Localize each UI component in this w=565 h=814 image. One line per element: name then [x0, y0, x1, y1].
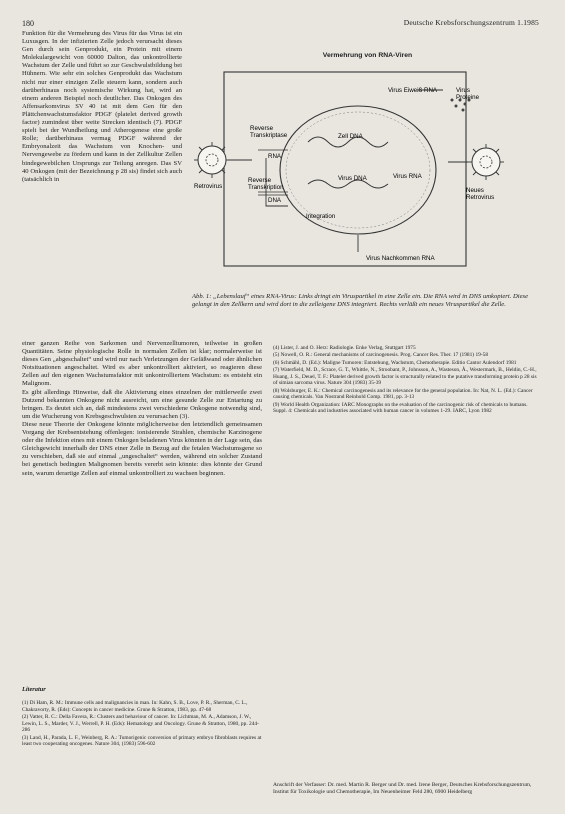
label-integration: Integration	[306, 213, 336, 220]
new-retrovirus-particle	[468, 144, 504, 180]
label-line: Reverse	[248, 177, 272, 184]
body-text-main	[22, 340, 262, 478]
reference: (8) Wolsburger, E. K.: Chemical carcinogenesis and its relevance for the general population. In: Nat, N. L. (Ed.): Cancer causing chemicals. Van Nostrand Reinhold Comp. 1981, pp. 3-13	[273, 387, 533, 401]
reference: (4) Lister, J. and O. Herz: Radiologie. Enke Verlag, Stuttgart 1975	[273, 345, 416, 351]
label-line: Virus	[456, 87, 470, 94]
label-line: Reverse	[250, 125, 274, 132]
label-virus-proteins	[456, 87, 480, 101]
reference: (5) Nowell, O. R.: General mechanisms of carcinogenesis. Prog. Cancer Res. Ther. 17 (1981) 19-58	[273, 352, 489, 359]
cell-membrane	[224, 72, 466, 266]
label-reverse-transcriptase	[250, 125, 288, 139]
author-address: Anschrift der Verfasser: Dr. med. Martin R. Berger und Dr. med. Irene Berger, Deutsches Krebsforschungszentrum, Institut für Toxikologie und Chemotherapie, Im Neuenheimer Feld 280, 6900 Heidelberg	[273, 782, 532, 795]
reference: (9) World Health Organization: IARC Monographs on the evaluation of the carcinogenic risk of chemicals to humans. Suppl. 4: Chemicals and industries associated with human cancer in volumes 1-29. IARC, Lyon 1982	[273, 401, 528, 415]
body-text-left-top	[22, 30, 182, 184]
label-virus-offspring-rna: Virus Nachkommen RNA	[366, 255, 435, 262]
label-virus-proteins-1	[456, 87, 480, 101]
figure-title: Vermehrung von RNA-Viren	[322, 52, 413, 59]
paragraph: Funktion für die Vermehrung des Virus für das Virus ist ein Luxusgen. In der infizierten Zelle jedoch verursacht dieses Gen durch sein Genprodukt, ein Protein mit einem Molekulargewicht von 60000 Dalton, das unkontrollierte Wachstum der Zelle und führt so zur Geschwulstbildung bei Hühnern. Wie sehr ein solches Genprodukt das Wachstum nicht nur einer einzigen Zelle steuern kann, sondern auch darüberhinaus noch systemische Wirkung hat, wird an einem anderen Beispiel noch deutlicher. Das Onkogen des Affensarkomvirus SV 40 ist mit dem Gen für den Plättchenwachstumsfaktor PDGF (platelet derived growth factor) zumindest über weite Strecken identisch (7). PDGF spielt bei der Wundheilung und Atherogenese eine große Rolle; darüberhinaus vermag PDGF während der Embryonalzeit das Wachstum von Knochen- und Nervengewebe zu fördern und kann in der Zellkultur Zellen bindegewebilchen Ursprungs zur Teilung anregen. Das SV 40 Onkogen (mit der Bezeichnung p 28 sis) findet sich auch (tatsächlich in	[22, 30, 182, 183]
label-virus-rna-mid: Virus RNA	[393, 173, 422, 180]
label-line: Transkriptase	[250, 132, 288, 139]
references-right	[273, 345, 541, 416]
journal-header: Deutsche Krebsforschungszentrum 1.1985	[403, 18, 539, 27]
label-zell-dna: Zell DNA	[338, 133, 363, 140]
cell-nucleus	[280, 106, 436, 234]
rna-virus-diagram	[188, 30, 548, 292]
label-virus-dna: Virus DNA	[338, 175, 367, 182]
retrovirus-particle	[194, 142, 230, 178]
label-reverse-transcription	[248, 177, 284, 191]
label-retrovirus: Retrovirus	[194, 183, 223, 190]
label-rna: RNA	[268, 153, 282, 160]
label-new-retrovirus	[466, 187, 494, 201]
reference: (1) Di Ham, R. M.: Immune cells and malignancies in man. In: Kahn, S. B., Love, P. R., Sherman, C. L., Chakravorty, R. (Eds): Concepts in cancer medicine. Grune & Stratton, 1983, pp. 47-68	[22, 700, 248, 713]
reference: (3) Land, H., Parada, L. F., Weinberg, R. A.: Tumorigenic conversion of primary embryo fibroblasts requires at least two cooperating oncogenes. Nature 304, (1983) 596-602	[22, 734, 262, 748]
reference: (6) Schmähl, D. (Ed.): Maligne Tumoren: Entstehung, Wachstum, Chemotherapie. Editio Cantor Aulendorf 1981	[273, 359, 517, 366]
label-line: Neues	[466, 187, 484, 194]
paragraph-main: einer ganzen Reihe von Sarkomen und Nervenzelltumoren, teilweise in großen Quantitäten. Seine physiologische Rolle in normalen Zellen ist klar; normalerweise ist dieses Gen „abgeschaltet“ und wird nur nach Verletzungen der Gefäßwand oder ähnlichen Notsituationen angeschaltet. Wird es aber unkontrolliert aktiviert, so reagieren diese Zellen auf den eigenen Wachstumsfaktor mit unkontrolliertem Wachstum: es entsteht ein Malignom. Es gibt allerdings Hinweise, daß die Aktivierung eines einzelnen der mittlerweile zwei Dutzend bekannten Onkogene nicht ausreicht, um eine gesunde Zelle zur Entartung zu bringen. Es deutet sich an, daß mindestens zwei verschiedene Onkogene notwendig sind, um die Wucherung von Krebsgeschwulsten zu verursachen (3). Diese neue Theorie der Onkogene könnte möglicherweise den letztendlich gemeinsamen Vorgang der Krebsentstehung offenlegen: ionisierende Strahlen, chemische Karzinogene oder die Infektion eines mit einem Onkogen beladenen Virus könnten in der Lage sein, das Gleichgewicht innerhalb der DNS einer Zelle in Bezug auf die fetalen Wachstumsgene so zu verschieben, daß sie auf einmal „ungeschaltet“ werden, während ein solcher Zustand bei genetisch bedingten Malignomen bereits vererbt sein könnte: dies könnte der Grund sein, warum derartige Zellen auf einmal unkontrolliert zu wachsen beginnen.	[22, 340, 262, 477]
label-virus-rna-top: Virus Eiweiß RNA	[388, 87, 438, 94]
reference: (7) Waterfield, M. D., Scrace, G. T., Whittle, N., Stroobant, P., Johnsson, A., Wasteson, Å., Westermark, B., Heldin, C.-H., Huang, J. S., Deuel, T. F.: Platelet derived growth factor is structurally related to the putative transforming protein p 28 sis of simian sarcoma virus. Nature 304 (1983) 35-39	[273, 366, 537, 387]
label-dna: DNA	[268, 197, 282, 204]
figure-caption: Abb. 1: „Lebenslauf“ eines RNA-Virus: Links dringt ein Viruspartikel in eine Zelle ein. Die RNA wird in DNS umkopiert. Diese gelangt in den Zellkern und wird dort in die zelleigene DNS integriert. Rechts verläßt ein neues Viruspartikel die Zelle.	[192, 293, 529, 308]
references-left	[22, 700, 262, 749]
label-line: Retrovirus	[466, 194, 495, 201]
literature-heading: Literatur	[22, 686, 46, 693]
label-line: Proteine	[456, 94, 480, 101]
page-number: 180	[22, 19, 34, 28]
nuclear-envelope-inner	[286, 112, 430, 228]
label-line: Transkription	[248, 184, 284, 191]
reference: (2) Vatter, R. C.: Della Favera, R.: Clusters and behaviour of cancer. In: Lichtman, M. A., Adamson, J. W., Lewin, L. S., Marder, V. J., Werrell, P. H. (Eds): Hematology and Oncology. Grune & Stratton, 1980, pp. 244-286	[22, 714, 259, 734]
